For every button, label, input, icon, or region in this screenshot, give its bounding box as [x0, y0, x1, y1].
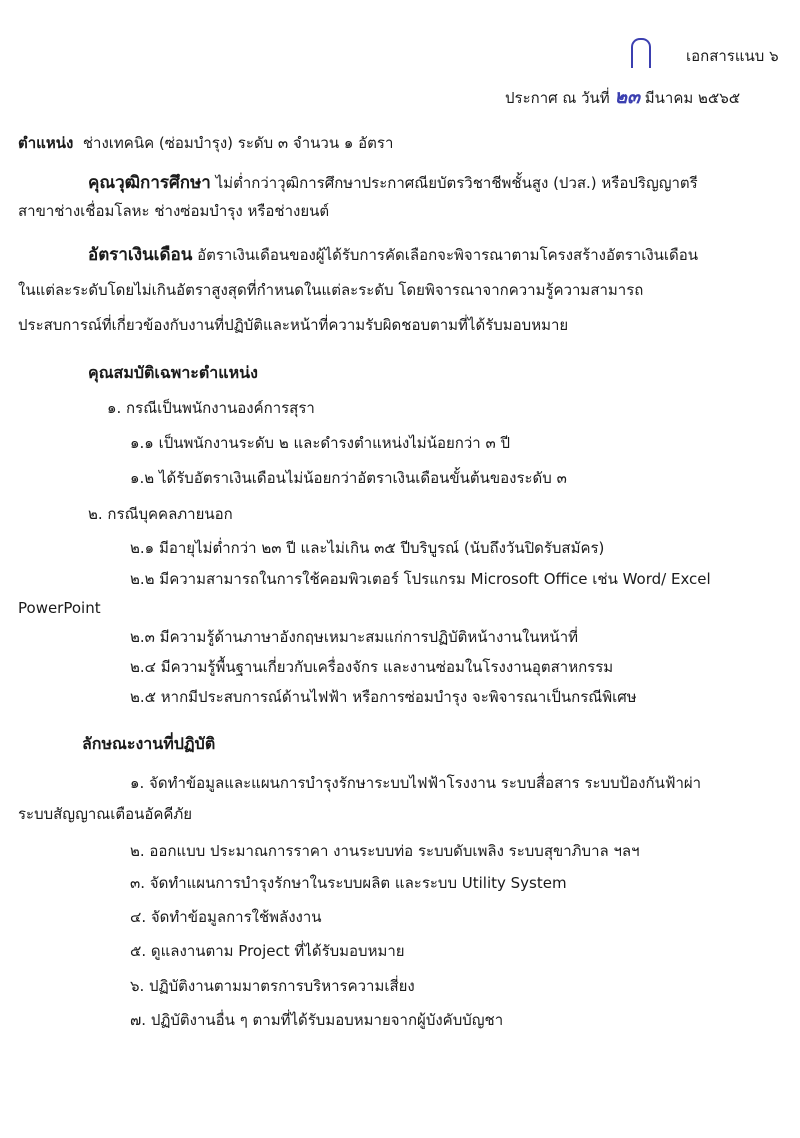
announce-month-year: มีนาคม ๒๕๖๕ [644, 89, 741, 107]
salary-text-1: อัตราเงินเดือนของผู้ได้รับการคัดเลือกจะพิจารณาตามโครงสร้างอัตราเงินเดือน [197, 246, 699, 264]
salary-line-2: ในแต่ละระดับโดยไม่เกินอัตราสูงสุดที่กำหนดในแต่ละระดับ โดยพิจารณาจากความรู้ความสามารถ [18, 281, 644, 299]
duty-item: ๓. จัดทำแผนการบำรุงรักษาในระบบผลิต และระบบ Utility System [130, 874, 567, 892]
salary-line-1 [88, 244, 698, 266]
announce-prefix: ประกาศ ณ วันที่ [505, 89, 610, 107]
case2-item-continuation: PowerPoint [18, 599, 101, 617]
duties-heading: ลักษณะงานที่ปฏิบัติ [82, 734, 216, 753]
case2-item: ๒.๓ มีความรู้ด้านภาษาอังกฤษเหมาะสมแก่การปฏิบัติหน้างานในหน้าที่ [130, 628, 579, 646]
announcement-date [505, 86, 740, 109]
salary-line-3: ประสบการณ์ที่เกี่ยวข้องกับงานที่ปฏิบัติและหน้าที่ความรับผิดชอบตามที่ได้รับมอบหมาย [18, 316, 569, 334]
education-line-2: สาขาช่างเชื่อมโลหะ ช่างซ่อมบำรุง หรือช่างยนต์ [18, 202, 330, 220]
education-text-1: ไม่ต่ำกว่าวุฒิการศึกษาประกาศณียบัตรวิชาชีพชั้นสูง (ปวส.) หรือปริญญาตรี [215, 174, 698, 192]
case1-item: ๑.๑ เป็นพนักงานระดับ ๒ และดำรงตำแหน่งไม่น้อยกว่า ๓ ปี [130, 434, 510, 452]
case2-item: ๒.๒ มีความสามารถในการใช้คอมพิวเตอร์ โปรแกรม Microsoft Office เช่น Word/ Excel [130, 570, 711, 588]
position-line [18, 132, 393, 154]
case2-title: ๒. กรณีบุคคลภายนอก [88, 505, 233, 523]
duty-item: ๗. ปฏิบัติงานอื่น ๆ ตามที่ได้รับมอบหมายจากผู้บังคับบัญชา [130, 1011, 504, 1029]
case1-item: ๑.๒ ได้รับอัตราเงินเดือนไม่น้อยกว่าอัตราเงินเดือนขั้นต้นของระดับ ๓ [130, 469, 567, 487]
duty-item: ๖. ปฏิบัติงานตามมาตรการบริหารความเสี่ยง [130, 977, 415, 995]
attachment-label: เอกสารแนบ ๖ [686, 47, 779, 65]
duty-item: ๒. ออกแบบ ประมาณการราคา งานระบบท่อ ระบบดับเพลิง ระบบสุขาภิบาล ฯลฯ [130, 842, 640, 860]
duty-item: ๑. จัดทำข้อมูลและแผนการบำรุงรักษาระบบไฟฟ้าโรงงาน ระบบสื่อสาร ระบบป้องกันฟ้าผ่า [130, 774, 702, 792]
handwritten-stroke [631, 38, 651, 68]
case1-title: ๑. กรณีเป็นพนักงานองค์การสุรา [107, 399, 315, 417]
duty-item: ๕. ดูแลงานตาม Project ที่ได้รับมอบหมาย [130, 942, 405, 960]
handwritten-day: ๒๓ [614, 86, 640, 108]
education-line-1 [88, 172, 698, 194]
education-label: คุณวุฒิการศึกษา [88, 173, 211, 193]
position-value: ช่างเทคนิค (ซ่อมบำรุง) ระดับ ๓ จำนวน ๑ อัตรา [82, 134, 394, 152]
duty-item-continuation: ระบบสัญญาณเตือนอัคคีภัย [18, 805, 193, 823]
case2-item: ๒.๔ มีความรู้พื้นฐานเกี่ยวกับเครื่องจักร และงานซ่อมในโรงงานอุตสาหกรรม [130, 658, 614, 676]
position-label: ตำแหน่ง [18, 134, 74, 152]
duty-item: ๔. จัดทำข้อมูลการใช้พลังงาน [130, 908, 322, 926]
case2-item: ๒.๕ หากมีประสบการณ์ด้านไฟฟ้า หรือการซ่อมบำรุง จะพิจารณาเป็นกรณีพิเศษ [130, 688, 637, 706]
salary-label: อัตราเงินเดือน [88, 245, 193, 265]
qualifications-heading: คุณสมบัติเฉพาะตำแหน่ง [88, 363, 258, 382]
case2-item: ๒.๑ มีอายุไม่ต่ำกว่า ๒๓ ปี และไม่เกิน ๓๕ ปีบริบูรณ์ (นับถึงวันปิดรับสมัคร) [130, 539, 605, 557]
